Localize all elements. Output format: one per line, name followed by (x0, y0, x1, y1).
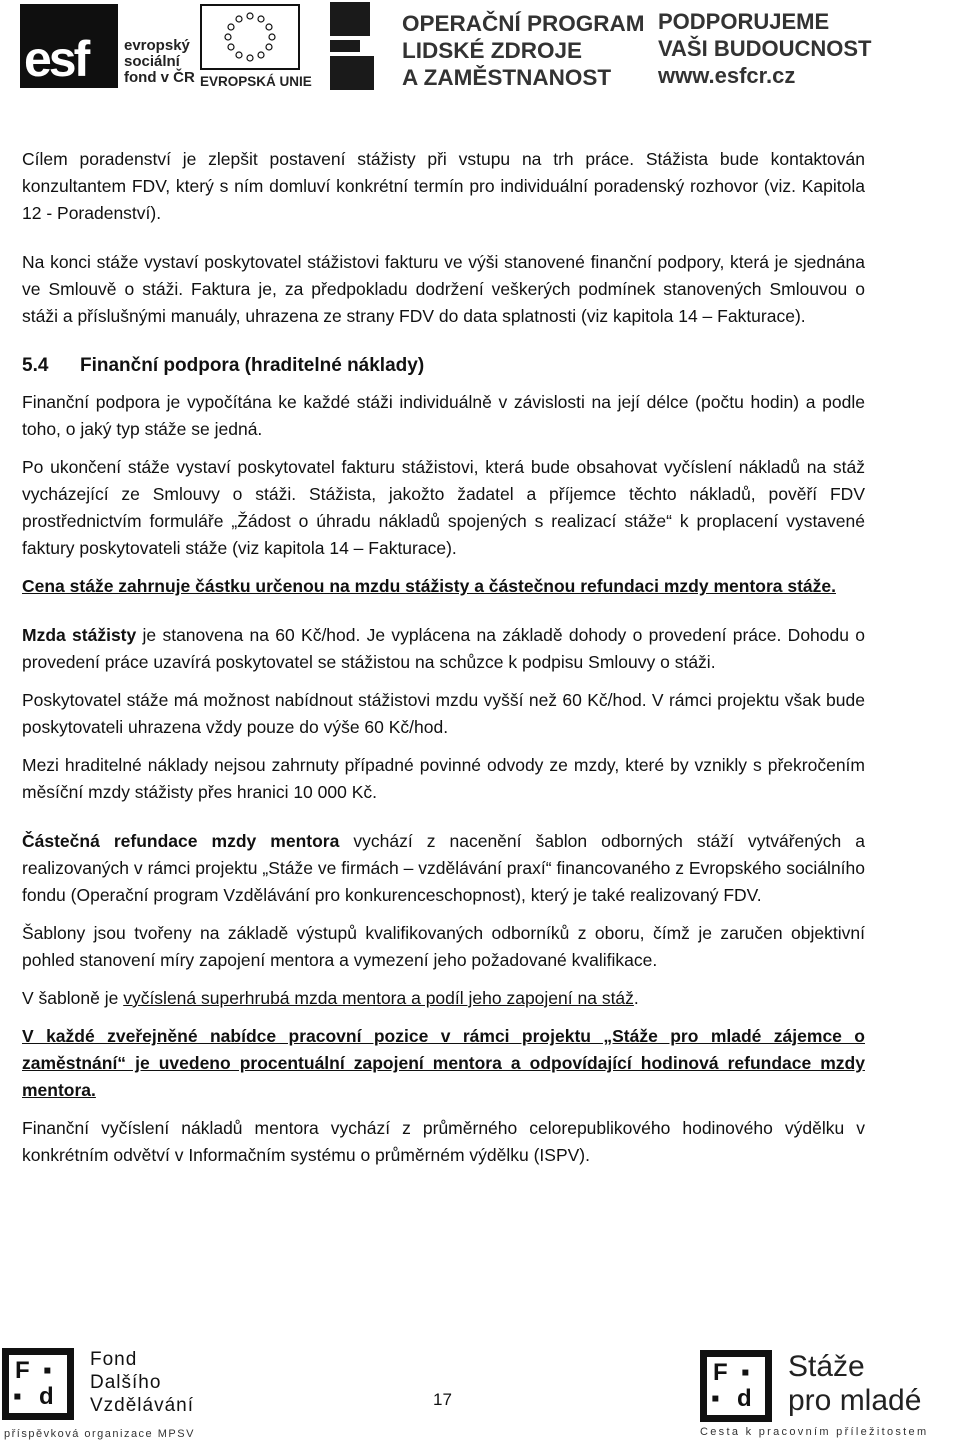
esf-logo-letters: esf (24, 31, 88, 87)
fdv-name-line: Vzdělávání (90, 1395, 195, 1416)
fdv-name-line: Dalšího (90, 1372, 162, 1393)
slogan-line: PODPORUJEME (658, 9, 830, 34)
paragraph-emphasis: Cena stáže zahrnuje částku určenou na mzdu stážisty a částečnou refundaci mzdy mentora stáže. (22, 576, 836, 596)
paragraph-text: je stanovena na 60 Kč/hod. Je vyplácena na základě dohody o provedení práce. Dohodu o provedení práce uzavírá poskytovatel se stážistou na schůzce k podpisu Smlouvy o stáži. (22, 625, 866, 672)
op-text-line: OPERAČNÍ PROGRAM (402, 11, 645, 36)
spm-name-line: pro mladé (788, 1384, 922, 1417)
section-heading (22, 352, 865, 379)
fdv-logo-icon: F ▪ ▪ d (2, 1348, 74, 1420)
esf-text-line: evropský (124, 37, 190, 54)
esf-logo-mark (20, 4, 118, 88)
section-title: Finanční podpora (hraditelné náklady) (80, 355, 425, 376)
spm-subtitle: Cesta k pracovním příležitostem (700, 1426, 929, 1438)
op-text-line: A ZAMĚSTNANOST (402, 65, 612, 90)
fdv-subtitle: příspěvková organizace MPSV (4, 1428, 195, 1440)
esf-logo-text (124, 38, 195, 86)
eu-text: EVROPSKÁ UNIE (200, 74, 312, 89)
paragraph: Na konci stáže vystaví poskytovatel stážistovi fakturu ve výši stanovené finanční podpory, která je sjednána ve Smlouvě o stáži. Faktura je, za předpokladu dodržení veškerých podmínek stanovených Smlouvou o stáži a příslušnými manuály, uhrazena ze strany FDV do data splatnosti (viz kapitola 14 – Fakturace). (22, 252, 865, 326)
esf-text-line: fond v ČR (124, 69, 195, 86)
paragraph-emphasis: V každé zveřejněné nabídce pracovní pozice v rámci projektu „Stáže pro mladé zájemce o zaměstnání“ je uvedeno procentuální zapojení mentora a odpovídající hodinová refundace mzdy mentora. (22, 1026, 865, 1100)
website-link[interactable]: www.esfcr.cz (658, 63, 796, 88)
slogan (658, 8, 872, 89)
spm-logo-icon: F ▪ ▪ d (700, 1350, 772, 1422)
term-bold: Mzda stážisty (22, 625, 137, 645)
paragraph: Finanční podpora je vypočítána ke každé stáži individuálně v závislosti na její délce (počtu hodin) a podle toho, o jaký typ stáže se jedná. (22, 392, 865, 439)
paragraph-text: V šabloně je (22, 988, 124, 1008)
underlined-text: vyčíslená superhrubá mzda mentora a podíl jeho zapojení na stáž (123, 988, 634, 1008)
page-number: 17 (433, 1390, 452, 1409)
spm-name (788, 1350, 921, 1418)
op-logo (330, 2, 645, 92)
op-logo-mark (330, 2, 382, 90)
paragraph (22, 622, 865, 676)
section-number: 5.4 (22, 355, 49, 376)
paragraph: Cílem poradenství je zlepšit postavení stážisty při vstupu na trh práce. Stážista bude kontaktován konzultantem FDV, který s ním domluví konkrétní termín pro individuální poradenský rozhovor (viz. Kapitola 12 - Poradenství). (22, 149, 865, 223)
page-footer (0, 1340, 960, 1442)
page-header (0, 0, 960, 100)
paragraph: Po ukončení stáže vystaví poskytovatel fakturu stážistovi, která bude obsahovat vyčíslení nákladů na stáž vycházející ze Smlouvy o stáži. Stážista, jakožto žadatel a příjemce těchto nákladů, pověří FDV prostřednictvím formuláře „Žádost o úhradu nákladů spojených s realizací stáže“ k proplacení vystavené faktury poskytovateli stáže (viz kapitola 14 – Fakturace). (22, 457, 865, 558)
op-logo-text (402, 10, 645, 91)
paragraph: Finanční vyčíslení nákladů mentora vychází z průměrného celorepublikového hodinového výdělku v konkrétním odvětví v Informačním systému o průměrném výdělku (ISPV). (22, 1118, 865, 1165)
paragraph: Mezi hraditelné náklady nejsou zahrnuty případné povinné odvody ze mzdy, které by vznikly s překročením měsíční mzdy stážisty přes hranici 10 000 Kč. (22, 755, 865, 802)
spm-name-line: Stáže (788, 1350, 865, 1383)
paragraph: Poskytovatel stáže má možnost nabídnout stážistovi mzdu vyšší než 60 Kč/hod. V rámci projektu však bude poskytovateli uhrazena vždy pouze do výše 60 Kč/hod. (22, 690, 865, 737)
fdv-name (90, 1348, 194, 1417)
paragraph: Šablony jsou tvořeny na základě výstupů kvalifikovaných odborníků z oboru, čímž je zaručen objektivní pohled stanovení míry zapojení mentora a vymezení jeho požadované kvalifikace. (22, 923, 865, 970)
paragraph (22, 828, 865, 909)
term-bold: Částečná refundace mzdy mentora (22, 831, 340, 851)
esf-text-line: sociální (124, 53, 180, 70)
document-body (22, 146, 865, 1180)
paragraph-text: . (633, 988, 639, 1008)
eu-logo (200, 4, 312, 89)
paragraph-text: vychází z nacenění šablon odborných stáží vytvářených a realizovaných v rámci projektu „Stáže ve firmách – vzdělávání praxí“ financovaného z Evropského sociálního fondu (Operační program Vzdělávání pro konkurenceschopnost), který je také realizovaný FDV. (22, 831, 865, 905)
eu-flag-icon (200, 4, 300, 70)
paragraph (22, 985, 865, 1012)
esf-logo (20, 4, 198, 88)
fdv-name-line: Fond (90, 1349, 138, 1370)
op-text-line: LIDSKÉ ZDROJE (402, 38, 583, 63)
slogan-line: VAŠI BUDOUCNOST (658, 36, 872, 61)
